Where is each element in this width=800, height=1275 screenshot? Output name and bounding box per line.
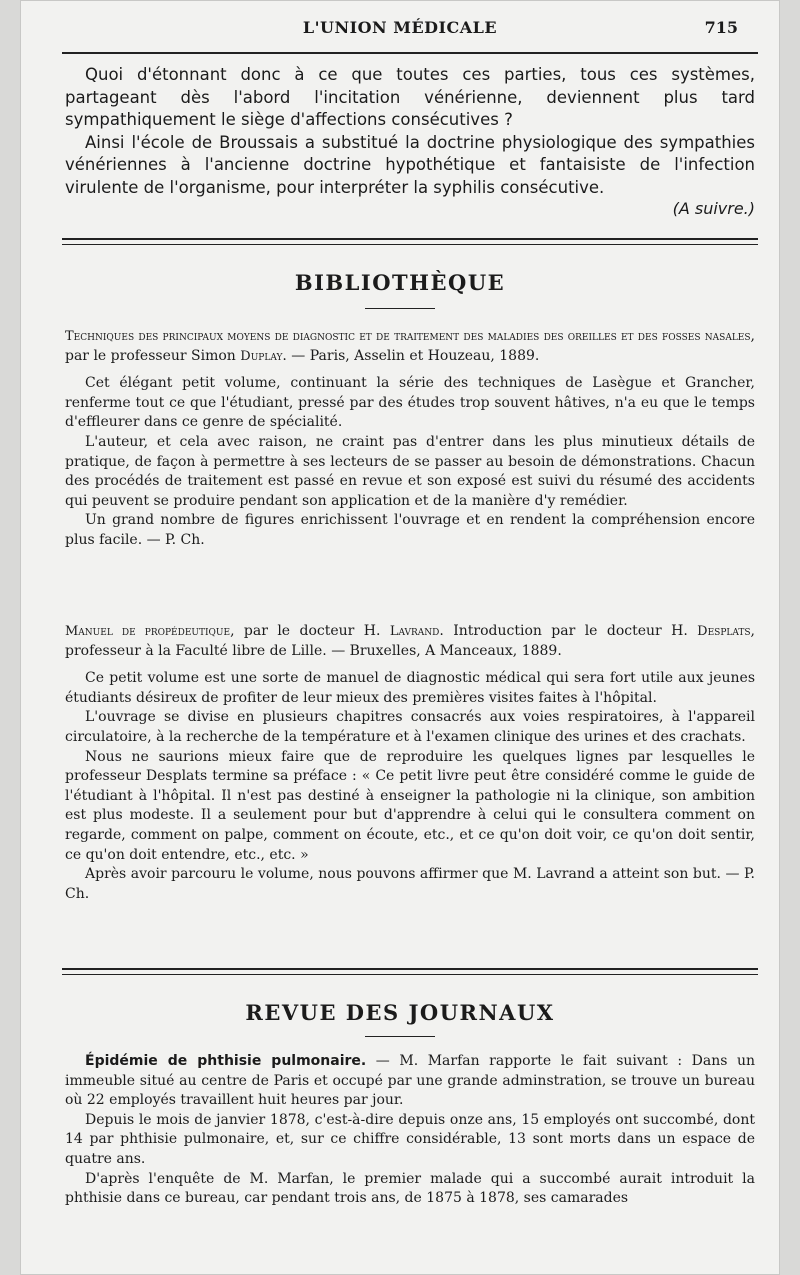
journal-page: [20, 0, 780, 1275]
book-review-1: [65, 327, 755, 551]
book-intro-prefix: . Introduction par le docteur H.: [439, 623, 698, 639]
intro-section: [65, 64, 755, 234]
section-divider: [62, 238, 758, 245]
book-review-2: [65, 622, 755, 904]
article-lead-paragraph: [65, 1052, 755, 1111]
title-underline: [365, 308, 435, 309]
book-reference: [65, 622, 755, 661]
intro-paragraph: Quoi d'étonnant donc à ce que toutes ces parties, tous ces systèmes, partageant dès l'abord l'incitation vénérienne, deviennent plus tard sympathiquement le siège d'affections consécutives ?: [65, 65, 755, 129]
article-paragraph: D'après l'enquête de M. Marfan, le premier malade qui a succombé aurait introduit la phthisie dans ce bureau, car pendant trois ans, de 1875 à 1878, ses camarades: [65, 1170, 755, 1207]
book-intro-author: Desplats: [697, 624, 751, 639]
page-header: [62, 18, 738, 48]
intro-paragraph: Ainsi l'école de Broussais a substitué la doctrine physiologique des sympathies vénériennes à l'ancienne doctrine hypothétique et fantaisiste de l'infection virulente de l'organisme, pour interpréter la syphilis consécutive.: [65, 132, 755, 197]
book-author: Lavrand: [389, 624, 440, 639]
book-author: Duplay: [240, 348, 283, 364]
review-paragraph: L'ouvrage se divise en plusieurs chapitres consacrés aux voies respiratoires, à l'appareil circulatoire, à la recherche de la température et à l'examen clinique des urines et des crachats.: [65, 709, 755, 745]
book-author-prefix: , par le professeur Simon: [65, 328, 755, 364]
running-title: L'UNION MÉDICALE: [302, 18, 498, 37]
review-paragraph: L'auteur, et cela avec raison, ne craint pas d'entrer dans les plus minutieux détails de pratique, de façon à permettre à ses lecteurs de se passer au besoin de démonstrations. Chacun des procédés de traitement est passé en revue et son exposé est suivi du résumé des accidents qui peuvent se produire pendant son application et de la manière d'y remédier.: [65, 433, 755, 509]
section-divider: [62, 968, 758, 975]
review-paragraph: Cet élégant petit volume, continuant la série des techniques de Lasègue et Grancher, renferme tout ce que l'étudiant, pressé par des études trop souvent hâtives, n'a eu que le temps d'effleurer dans ce genre de spécialité.: [65, 375, 755, 431]
journal-article: [65, 1052, 755, 1209]
title-underline: [365, 1036, 435, 1037]
section-title-bibliotheque: BIBLIOTHÈQUE: [294, 270, 506, 295]
page-number: 715: [704, 18, 738, 37]
book-publisher: , professeur à la Faculté libre de Lille. — Bruxelles, A Manceaux, 1889.: [65, 623, 755, 659]
book-publisher: . — Paris, Asselin et Houzeau, 1889.: [282, 347, 540, 364]
article-lead-rest: — M. Marfan rapporte le fait suivant : Dans un immeuble situé au centre de Paris et occupé par une grande adminstration, se trouve un bureau où 22 employés travaillent huit heures par jour.: [65, 1053, 756, 1109]
review-paragraph: Ce petit volume est une sorte de manuel de diagnostic médical qui sera fort utile aux jeunes étudiants désireux de profiter de leur mieux des premières visites faites à l'hôpital.: [65, 670, 755, 706]
to-be-continued: (A suivre.): [672, 199, 755, 218]
article-paragraph: Depuis le mois de janvier 1878, c'est-à-dire depuis onze ans, 15 employés ont succombé, dont 14 par phthisie pulmonaire, et, sur ce chiffre considérable, 13 sont morts dans un espace de quatre ans.: [65, 1111, 755, 1167]
header-rule: [62, 52, 758, 54]
book-title: Techniques des principaux moyens de diagnostic et de traitement des maladies des oreilles et des fosses nasales: [65, 329, 751, 344]
book-author-prefix: , par le docteur H.: [230, 623, 390, 639]
book-title: Manuel de propédeutique: [65, 624, 231, 639]
review-paragraph: Un grand nombre de figures enrichissent l'ouvrage et en rendent la compréhension encore plus facile. — P. Ch.: [65, 512, 755, 548]
book-reference: [65, 327, 755, 366]
review-paragraph: Après avoir parcouru le volume, nous pouvons affirmer que M. Lavrand a atteint son but. — P. Ch.: [65, 866, 755, 902]
review-paragraph: Nous ne saurions mieux faire que de reproduire les quelques lignes par lesquelles le professeur Desplats termine sa préface : « Ce petit livre peut être considéré comme le guide de l'étudiant à l'hôpital. Il n'est pas destiné à enseigner la pathologie ni la clinique, son ambition est plus modeste. Il a seulement pour but d'apprendre à celui qui le consultera comment on regarde, comment on palpe, comment on écoute, etc., et ce qu'on doit voir, ce qu'on doit sentir, ce qu'on doit entendre, etc., etc. »: [65, 748, 755, 863]
section-title-revue: REVUE DES JOURNAUX: [245, 1000, 555, 1025]
article-lead: Épidémie de phthisie pulmonaire.: [85, 1053, 367, 1069]
